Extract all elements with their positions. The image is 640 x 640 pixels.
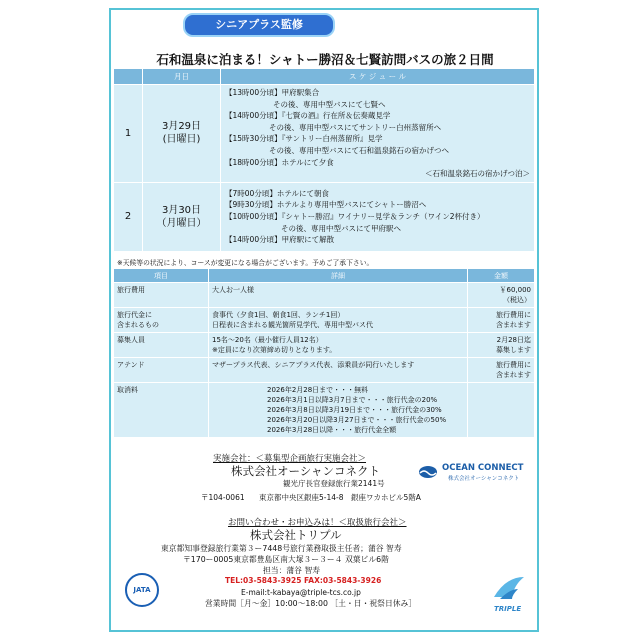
detail-line: 15名～20名（最小催行人員12名） (212, 336, 323, 344)
event-line: その後、専用中型バスにて七賢へ (273, 99, 386, 109)
info-amount (468, 358, 535, 383)
amount-line: 旅行費用に (496, 311, 531, 319)
registration-number: 2141号 (358, 479, 385, 488)
organizer-address: 東京都中央区銀座5-14-8 銀座ワカホビル5階A (259, 493, 421, 502)
info-item: 取消料 (114, 383, 209, 438)
info-amount (468, 383, 535, 438)
schedule-header-schedule: ス ケ ジ ュ ー ル (221, 69, 535, 85)
organizer-label: 実施会社：＜募集型企画旅行実施会社＞ (213, 454, 367, 464)
detail-line: 2026年3月1日以降3月7日まで・・・旅行代金の20% (267, 396, 438, 404)
event-line: 【10時00分頃】『シャトー勝沼』ワイナリー見学＆ランチ（ワイン2杯付き） (225, 211, 485, 221)
day-events (221, 85, 535, 183)
amount-line: （税込） (503, 296, 531, 304)
item-line: 含まれるもの (117, 321, 159, 329)
schedule-header-no (114, 69, 143, 85)
amount-line: 含まれます (496, 371, 531, 379)
amount-line: 含まれます (496, 321, 531, 329)
info-detail (209, 333, 468, 358)
event-line: その後、専用中型バスにて石和温泉銘石の宿かげつへ (269, 145, 449, 155)
info-row-fee (114, 283, 535, 308)
organizer-name: 株式会社オーシャンコネクト (231, 464, 381, 478)
info-detail: 大人お一人様 (209, 283, 468, 308)
event-line: 【14時00分頃】『七賢の酒』行在所＆伝奏蔵見学 (225, 111, 391, 121)
info-item: 募集人員 (114, 333, 209, 358)
event-line: 【13時00分頃】甲府駅集合 (225, 88, 320, 97)
amount-line: 旅行費用に (496, 361, 531, 369)
event-line: 【18時00分頃】ホテルにて夕食 (225, 157, 334, 167)
day-events (221, 182, 535, 251)
organizer-registration (283, 478, 385, 489)
change-notice: ※天候等の状況により、コースが変更になる場合がございます。予めご了承下さい。 (117, 259, 374, 267)
schedule-day-row (114, 182, 535, 251)
info-item (114, 308, 209, 333)
info-amount (468, 308, 535, 333)
schedule-header-date: 月日 (143, 69, 221, 85)
tour-title: 石和温泉に泊まる！シャトー勝沼＆七賢訪問バスの旅２日間 (156, 52, 494, 67)
supervision-badge: シニアプラス監修 (183, 13, 335, 37)
info-row-capacity (114, 333, 535, 358)
day-number: 1 (114, 85, 143, 183)
amount-line: ￥60,000 (499, 286, 531, 294)
info-item: 旅行費用 (114, 283, 209, 308)
ocean-connect-logo (418, 463, 524, 483)
detail-line: 2026年2月28日まで・・・無料 (267, 386, 369, 394)
triple-logo-text: TRIPLE (494, 605, 522, 613)
day-number: 2 (114, 182, 143, 251)
amount-line: 募集します (496, 346, 531, 354)
event-line: ＜石和温泉銘石の宿かげつ泊＞ (425, 169, 530, 179)
event-line: 【7時00分頃】ホテルにて朝食 (225, 188, 329, 198)
info-header-detail: 詳細 (209, 269, 468, 283)
registration-prefix: 観光庁長官登録旅行業 (283, 479, 358, 488)
info-row-cancel (114, 383, 535, 438)
info-row-attend (114, 358, 535, 383)
jata-logo: JATA (125, 573, 159, 607)
schedule-table (113, 68, 535, 252)
event-line: 【14時00分頃】甲府駅にて解散 (225, 235, 335, 245)
contact-hours: 営業時間［月～金］10:00～18:00 ［土・日・祝祭日休み］ (205, 599, 417, 608)
day-date-line: 3月29日 (161, 121, 202, 133)
detail-line: 日程表に含まれる観光箇所見学代、専用中型バス代 (212, 321, 373, 329)
info-detail: マザープラス代表、シニアプラス代表、添乗員が同行いたします (209, 358, 468, 383)
detail-line: 2026年3月20日以降3月27日まで・・・旅行代金の50% (267, 416, 447, 424)
event-line: 【9時30分頃】ホテルより専用中型バスにてシャトー勝沼へ (225, 200, 427, 210)
contact-email[interactable]: E-mail:t-kabaya@triple-tcs.co.jp (241, 588, 361, 597)
ocean-connect-logo-sub: 株式会社オーシャンコネクト (448, 476, 520, 482)
info-detail (209, 383, 468, 438)
event-line: その後、専用中型バスにてサントリー白州蒸留所へ (269, 122, 442, 132)
info-header-item: 項目 (114, 269, 209, 283)
info-amount (468, 283, 535, 308)
item-line: 旅行代金に (117, 311, 152, 319)
day-date-line: 3月30日 (161, 204, 202, 216)
contact-person: 担当：蒲谷 智寿 (263, 566, 321, 575)
detail-line: ※定員になり次第締め切りとなります。 (212, 346, 337, 354)
contact-name: 株式会社トリプル (250, 528, 342, 542)
info-detail (209, 308, 468, 333)
triple-logo (492, 575, 526, 613)
ocean-connect-logo-text: OCEAN CONNECT (442, 463, 524, 473)
contact-phone: TEL:03-5843-3925 FAX:03-5843-3926 (225, 576, 382, 585)
organizer-postal: 〒104-0061 (201, 493, 245, 502)
contact-address: 〒170ー0005東京都豊島区南大塚３ー３ー４ 双葉ビル6階 (183, 555, 389, 564)
schedule-day-row (114, 85, 535, 183)
day-weekday: （月曜日） (156, 217, 207, 229)
detail-line: 2026年3月8日以降3月19日まで・・・旅行代金の30% (267, 406, 442, 414)
contact-label: お問い合わせ・お申込みは！＜取扱旅行会社＞ (228, 518, 407, 528)
detail-line: 食事代（夕食1回、朝食1回、ランチ1回） (212, 311, 345, 319)
day-date (143, 85, 221, 183)
info-amount (468, 333, 535, 358)
detail-line: 2026年3月28日以降・・・旅行代金全額 (267, 426, 397, 434)
info-table (113, 268, 535, 438)
contact-license: 東京都知事登録旅行業第３ー7448号旅行業務取扱主任者；蒲谷 智寿 (161, 544, 402, 553)
event-line: その後、専用中型バスにて甲府駅へ (281, 223, 401, 233)
info-header-amount: 金額 (468, 269, 535, 283)
amount-line: 2月28日迄 (496, 336, 531, 344)
event-line: 【15時30分頃】『サントリー白州蒸留所』見学 (225, 134, 383, 144)
info-row-included (114, 308, 535, 333)
day-date (143, 182, 221, 251)
ocean-connect-wave-icon (418, 465, 438, 479)
day-weekday: (日曜日) (162, 134, 201, 146)
triple-bird-icon (492, 575, 526, 603)
info-item: アテンド (114, 358, 209, 383)
